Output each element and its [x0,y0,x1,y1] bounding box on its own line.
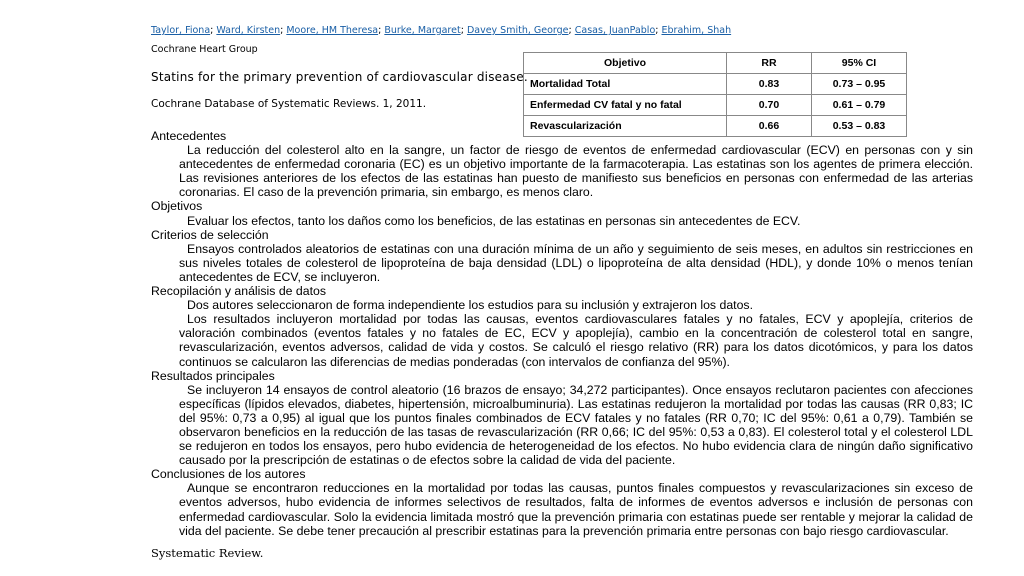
article-title: Statins for the primary prevention of cardiovascular disease. [151,70,528,84]
section-heading-criterios: Criterios de selección [151,227,269,242]
table-row [524,95,907,116]
section-heading-antecedentes: Antecedentes [151,129,227,143]
results-table [523,52,907,137]
article-source: Cochrane Database of Systematic Reviews. 1, 2011. [151,98,427,110]
section-text-objetivos: Evaluar los efectos, tanto los daños como los beneficios, de las estatinas en personas sin antecedentes de ECV. [187,213,801,228]
section-text-criterios: Ensayos controlados aleatorios de estatinas con una duración mínima de un año y seguimiento de seis meses, en adultos sin restricciones en sus niveles totales de colesterol de lipoproteína de baja densidad (LDL) o lipoproteína de alta densidad (HDL), y donde 10% o menos tenían antecedentes de ECV, se incluyeron. [179,241,973,284]
review-type: Systematic Review. [151,546,264,560]
table-cell: 0.73 – 0.95 [812,74,907,95]
author-link[interactable]: Ward, Kirsten [216,25,281,36]
section-text-antecedentes: La reducción del colesterol alto en la sangre, un factor de riesgo de eventos de enfermedad cardiovascular (ECV) en personas con y sin antecedentes de enfermedad coronaria (EC) es un objetivo importante de la farmacoterapia. Las estatinas son los agentes de primera elección. Las revisiones anteriores de los efectos de las estatinas han puesto de manifiesto sus beneficios en personas con enfermedad de las arterias coronarias. El caso de la prevención primaria, sin embargo, es menos claro. [179,143,973,200]
section-heading-recopilacion: Recopilación y análisis de datos [151,284,326,299]
author-link[interactable]: Davey Smith, George [466,25,569,36]
section-heading-resultados: Resultados principales [151,368,275,383]
table-header-row [524,53,907,74]
table-cell: 0.66 [727,116,812,137]
table-cell: Mortalidad Total [524,74,727,95]
table-cell: Enfermedad CV fatal y no fatal [524,95,727,116]
column-header: Objetivo [524,53,727,74]
column-header: RR [727,53,812,74]
abstract-body [151,129,973,538]
author-link[interactable]: Moore, HM Theresa [286,25,379,36]
section-text-resultados: Se incluyeron 14 ensayos de control aleatorio (16 brazos de ensayo; 34,272 participantes). Once ensayos reclutaron pacientes con afecciones específicas (lípidos elevados, diabetes, hipertensión, microalbuminuria). Las estatinas redujeron la mortalidad por todas las causas (RR 0,83; IC del 95%: 0,73 a 0,95) al igual que los puntos finales combinados de ECV fatales y no fatales (RR 0,70; IC del 95%: 0,61 a 0,79). También se observaron beneficios en la reducción de las tasas de revascularización (RR 0,66; IC del 95%: 0,53 a 0,83). El colesterol total y el colesterol LDL se redujeron en todos los ensayos, pero hubo evidencia de heterogeneidad de los efectos. No hubo evidencia clara de ningún daño significativo causado por la prescripción de estatinas o de efectos sobre la calidad de vida del paciente. [179,382,973,468]
section-text-recopilacion-2: Los resultados incluyeron mortalidad por todas las causas, eventos cardiovasculares fatales y no fatales, ECV y apoplejía, criterios de valoración combinados (eventos fatales y no fatales de EC, ECV y apoplejía), cambio en la concentración de colesterol total en sangre, revascularización, eventos adversos, calidad de vida y costos. Se calculó el riesgo relativo (RR) para los datos dicotómicos, y para los datos continuos se calcularon las diferencias de medias ponderadas (con intervalos de confianza del 95%). [179,312,973,369]
author-list: Taylor, Fiona; Ward, Kirsten; Moore, HM Theresa; Burke, Margaret; Davey Smith, George; Casas, JuanPablo; Ebrahim, Shah [151,25,732,36]
table-cell: 0.61 – 0.79 [812,95,907,116]
table-cell: Revascularización [524,116,727,137]
author-link[interactable]: Ebrahim, Shah [661,25,732,36]
table-row [524,74,907,95]
table-cell: 0.53 – 0.83 [812,116,907,137]
section-text-recopilacion-1: Dos autores seleccionaron de forma independiente los estudios para su inclusión y extrajeron los datos. [187,298,753,313]
column-header: 95% CI [812,53,907,74]
section-heading-conclusiones: Conclusiones de los autores [151,467,306,482]
table-cell: 0.70 [727,95,812,116]
review-group: Cochrane Heart Group [151,44,258,55]
author-link[interactable]: Burke, Margaret [384,25,461,36]
author-link[interactable]: Taylor, Fiona [151,25,211,36]
section-heading-objetivos: Objetivos [151,199,203,214]
section-text-conclusiones: Aunque se encontraron reducciones en la mortalidad por todas las causas, puntos finales compuestos y revascularizaciones sin exceso de eventos adversos, hubo evidencia de informes selectivos de resultados, falta de informes de eventos adversos e inclusión de personas con enfermedad cardiovascular. Solo la evidencia limitada mostró que la prevención primaria con estatinas puede ser rentable y mejorar la calidad de vida del paciente. Se debe tener precaución al prescribir estatinas para la prevención primaria entre personas con bajo riesgo cardiovascular. [179,481,973,538]
table-cell: 0.83 [727,74,812,95]
author-link[interactable]: Casas, JuanPablo [574,25,656,36]
